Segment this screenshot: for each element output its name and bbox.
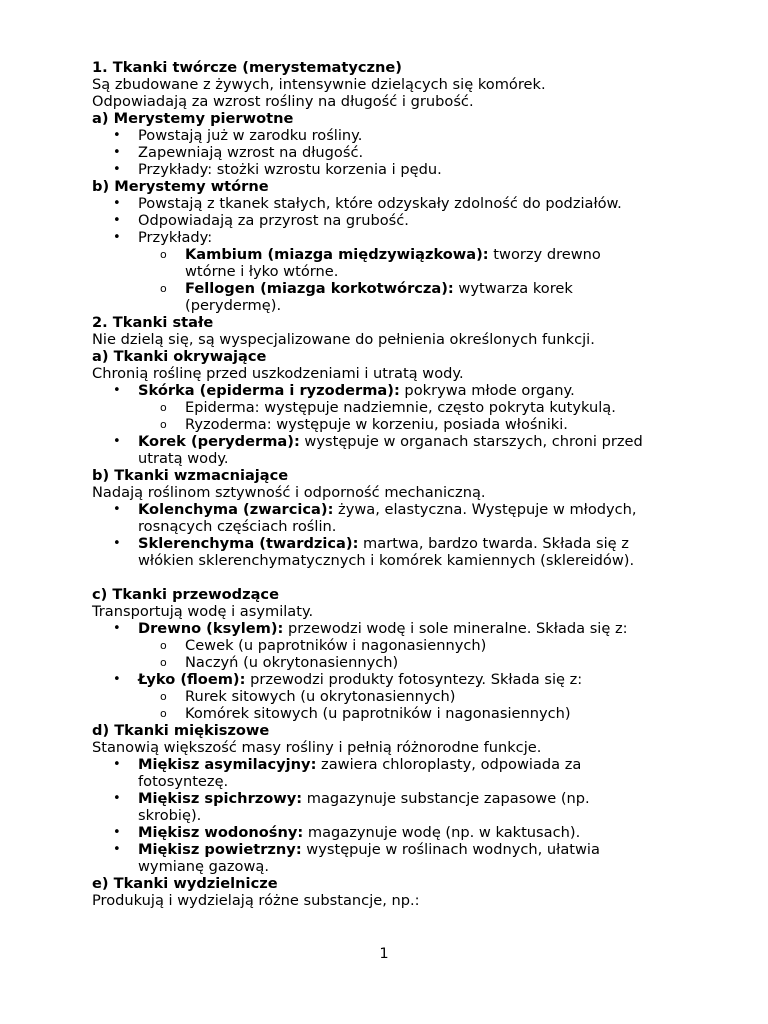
plain-text: przewodzi produkty fotosyntezy. Składa się z: [245, 671, 583, 688]
paragraph-line [92, 365, 712, 382]
plain-text: Powstają już w zarodku rośliny. [138, 127, 363, 144]
section-heading [92, 722, 712, 739]
line-text [138, 518, 336, 535]
line-text [92, 314, 213, 331]
bullet-item [92, 671, 712, 688]
plain-text: Powstają z tkanek stałych, które odzyskały zdolność do podziałów. [138, 195, 622, 212]
plain-text: martwa, bardzo twarda. Składa się z [358, 535, 629, 552]
plain-text: tworzy drewno [488, 246, 601, 263]
plain-text: pokrywa młode organy. [399, 382, 575, 399]
bullet-icon: • [113, 791, 121, 806]
line-text [185, 705, 571, 722]
sub-bullet-item [92, 654, 712, 671]
line-text [138, 127, 362, 144]
paragraph-line [92, 892, 712, 909]
bullet-item [92, 382, 712, 399]
line-text [185, 246, 601, 263]
bold-term: Skórka (epiderma i ryzoderma): [138, 382, 400, 399]
line-text [138, 195, 622, 212]
bullet-icon: • [113, 672, 121, 687]
bold-term: b) Tkanki wzmacniające [92, 467, 289, 484]
plain-text: występuje w roślinach wodnych, ułatwia [301, 841, 600, 858]
bold-term: Miękisz powietrzny: [138, 841, 302, 858]
circle-bullet-icon: o [160, 248, 167, 261]
plain-text: włókien sklerenchymatycznych i komórek kamiennych (sklereidów). [138, 552, 635, 569]
bullet-icon: • [113, 621, 121, 636]
plain-text: fotosyntezę. [138, 773, 229, 790]
line-text [138, 773, 228, 790]
plain-text: Odpowiadają za przyrost na grubość. [138, 212, 409, 229]
paragraph-line [92, 331, 712, 348]
plain-text: Ryzoderma: występuje w korzeniu, posiada włośniki. [185, 416, 568, 433]
plain-text: Cewek (u paprotników i nagonasiennych) [185, 637, 487, 654]
line-text [138, 161, 442, 178]
paragraph-line [92, 603, 712, 620]
bullet-item [92, 790, 712, 807]
line-text [92, 739, 541, 756]
sub-bullet-item [92, 688, 712, 705]
line-text [92, 331, 595, 348]
line-text [92, 603, 313, 620]
sub-bullet-item-continuation [92, 263, 712, 280]
line-text [138, 212, 409, 229]
line-text [138, 450, 229, 467]
line-text [92, 110, 293, 127]
bullet-item [92, 535, 712, 552]
page-number: 1 [379, 945, 389, 962]
section-heading [92, 314, 712, 331]
section-heading [92, 59, 712, 76]
bullet-icon: • [113, 502, 121, 517]
bold-term: a) Merystemy pierwotne [92, 110, 294, 127]
bullet-item-continuation [92, 450, 712, 467]
bullet-item-continuation [92, 807, 712, 824]
bullet-icon: • [113, 196, 121, 211]
bullet-item [92, 212, 712, 229]
section-heading [92, 110, 712, 127]
line-text [92, 365, 464, 382]
paragraph-line [92, 93, 712, 110]
plain-text: Produkują i wydzielają różne substancje, np.: [92, 892, 420, 909]
sub-bullet-item [92, 246, 712, 263]
bold-term: Drewno (ksylem): [138, 620, 284, 637]
line-text [138, 535, 629, 552]
line-text [138, 433, 643, 450]
bold-term: Kolenchyma (zwarcica): [138, 501, 334, 518]
circle-bullet-icon: o [160, 707, 167, 720]
plain-text: Komórek sitowych (u paprotników i nagonasiennych) [185, 705, 571, 722]
bullet-icon: • [113, 434, 121, 449]
line-text [138, 671, 582, 688]
plain-text: Naczyń (u okrytonasiennych) [185, 654, 399, 671]
line-text [185, 297, 281, 314]
section-heading [92, 586, 712, 603]
bullet-icon: • [113, 536, 121, 551]
line-text [138, 552, 634, 569]
plain-text: Nie dzielą się, są wyspecjalizowane do pełnienia określonych funkcji. [92, 331, 595, 348]
sub-bullet-item [92, 637, 712, 654]
paragraph-line [92, 484, 712, 501]
sub-bullet-item [92, 399, 712, 416]
plain-text: Epiderma: występuje nadziemnie, często pokryta kutykulą. [185, 399, 616, 416]
section-heading [92, 348, 712, 365]
bullet-item [92, 501, 712, 518]
plain-text: Transportują wodę i asymilaty. [92, 603, 314, 620]
line-text [92, 348, 266, 365]
line-text [138, 501, 637, 518]
bullet-item [92, 620, 712, 637]
bullet-item-continuation [92, 773, 712, 790]
bold-term: Miękisz spichrzowy: [138, 790, 303, 807]
plain-text: skrobię). [138, 807, 202, 824]
line-text [185, 688, 455, 705]
bullet-icon: • [113, 230, 121, 245]
plain-text: Rurek sitowych (u okrytonasiennych) [185, 688, 456, 705]
bullet-item [92, 127, 712, 144]
line-text [92, 586, 279, 603]
line-text [185, 399, 616, 416]
section-heading [92, 875, 712, 892]
plain-text: Zapewniają wzrost na długość. [138, 144, 364, 161]
line-text [185, 416, 568, 433]
bold-term: Miękisz asymilacyjny: [138, 756, 317, 773]
line-text [138, 841, 600, 858]
bold-term: Fellogen (miazga korkotwórcza): [185, 280, 454, 297]
line-text [92, 484, 486, 501]
bullet-item [92, 433, 712, 450]
plain-text: żywa, elastyczna. Występuje w młodych, [333, 501, 637, 518]
plain-text: występuje w organach starszych, chroni przed [299, 433, 643, 450]
bold-term: a) Tkanki okrywające [92, 348, 267, 365]
paragraph-line [92, 76, 712, 93]
blank-line [92, 569, 712, 586]
line-text [138, 824, 580, 841]
line-text [92, 892, 420, 909]
plain-text: Chronią roślinę przed uszkodzeniami i utratą wody. [92, 365, 464, 382]
bullet-item [92, 756, 712, 773]
line-text [92, 59, 402, 76]
bold-term: 2. Tkanki stałe [92, 314, 214, 331]
line-text [138, 382, 575, 399]
sub-bullet-item-continuation [92, 297, 712, 314]
line-text [92, 178, 269, 195]
bold-term: Łyko (floem): [138, 671, 246, 688]
bullet-icon: • [113, 842, 121, 857]
plain-text: wymianę gazową. [138, 858, 269, 875]
line-text [138, 807, 201, 824]
bullet-item [92, 229, 712, 246]
line-text [138, 144, 363, 161]
plain-text: przewodzi wodę i sole mineralne. Składa się z: [283, 620, 628, 637]
bullet-item [92, 161, 712, 178]
line-text [185, 280, 573, 297]
bullet-icon: • [113, 162, 121, 177]
circle-bullet-icon: o [160, 282, 167, 295]
plain-text: Są zbudowane z żywych, intensywnie dzielących się komórek. [92, 76, 546, 93]
bullet-item-continuation [92, 552, 712, 569]
plain-text: (perydermę). [185, 297, 282, 314]
sub-bullet-item [92, 280, 712, 297]
bullet-item-continuation [92, 858, 712, 875]
bullet-icon: • [113, 757, 121, 772]
bullet-item [92, 824, 712, 841]
circle-bullet-icon: o [160, 656, 167, 669]
sub-bullet-item [92, 416, 712, 433]
bullet-icon: • [113, 145, 121, 160]
bullet-item-continuation [92, 518, 712, 535]
plain-text: wytwarza korek [453, 280, 573, 297]
circle-bullet-icon: o [160, 418, 167, 431]
plain-text: magazynuje substancje zapasowe (np. [302, 790, 590, 807]
line-text [92, 722, 269, 739]
plain-text: Odpowiadają za wzrost rośliny na długość i grubość. [92, 93, 474, 110]
line-text [92, 875, 278, 892]
line-text [92, 467, 288, 484]
line-text [92, 76, 546, 93]
circle-bullet-icon: o [160, 639, 167, 652]
plain-text: rosnących częściach roślin. [138, 518, 337, 535]
bold-term: 1. Tkanki twórcze (merystematyczne) [92, 59, 402, 76]
section-heading [92, 178, 712, 195]
plain-text: wtórne i łyko wtórne. [185, 263, 339, 280]
bold-term: e) Tkanki wydzielnicze [92, 875, 278, 892]
paragraph-line [92, 739, 712, 756]
line-text [138, 756, 581, 773]
bullet-item [92, 195, 712, 212]
circle-bullet-icon: o [160, 690, 167, 703]
bold-term: d) Tkanki miękiszowe [92, 722, 270, 739]
bullet-icon: • [113, 213, 121, 228]
plain-text: Przykłady: stożki wzrostu korzenia i pędu. [138, 161, 442, 178]
bullet-icon: • [113, 383, 121, 398]
plain-text: Stanowią większość masy rośliny i pełnią różnorodne funkcje. [92, 739, 542, 756]
bold-term: Korek (peryderma): [138, 433, 300, 450]
plain-text: Nadają roślinom sztywność i odporność mechaniczną. [92, 484, 486, 501]
plain-text: utratą wody. [138, 450, 229, 467]
plain-text: Przykłady: [138, 229, 213, 246]
sub-bullet-item [92, 705, 712, 722]
line-text [92, 93, 474, 110]
bullet-icon: • [113, 128, 121, 143]
bold-term: b) Merystemy wtórne [92, 178, 269, 195]
bullet-icon: • [113, 825, 121, 840]
line-text [138, 790, 590, 807]
plain-text: magazynuje wodę (np. w kaktusach). [303, 824, 581, 841]
bold-term: c) Tkanki przewodzące [92, 586, 279, 603]
line-text [185, 263, 338, 280]
line-text [185, 637, 486, 654]
plain-text: zawiera chloroplasty, odpowiada za [316, 756, 582, 773]
circle-bullet-icon: o [160, 401, 167, 414]
bold-term: Miękisz wodonośny: [138, 824, 304, 841]
line-text [138, 620, 628, 637]
line-text [138, 858, 269, 875]
bullet-item [92, 144, 712, 161]
bold-term: Kambium (miazga międzywiązkowa): [185, 246, 489, 263]
line-text [185, 654, 398, 671]
document-body [92, 59, 712, 909]
bullet-item [92, 841, 712, 858]
bold-term: Sklerenchyma (twardzica): [138, 535, 359, 552]
section-heading [92, 467, 712, 484]
line-text [138, 229, 212, 246]
